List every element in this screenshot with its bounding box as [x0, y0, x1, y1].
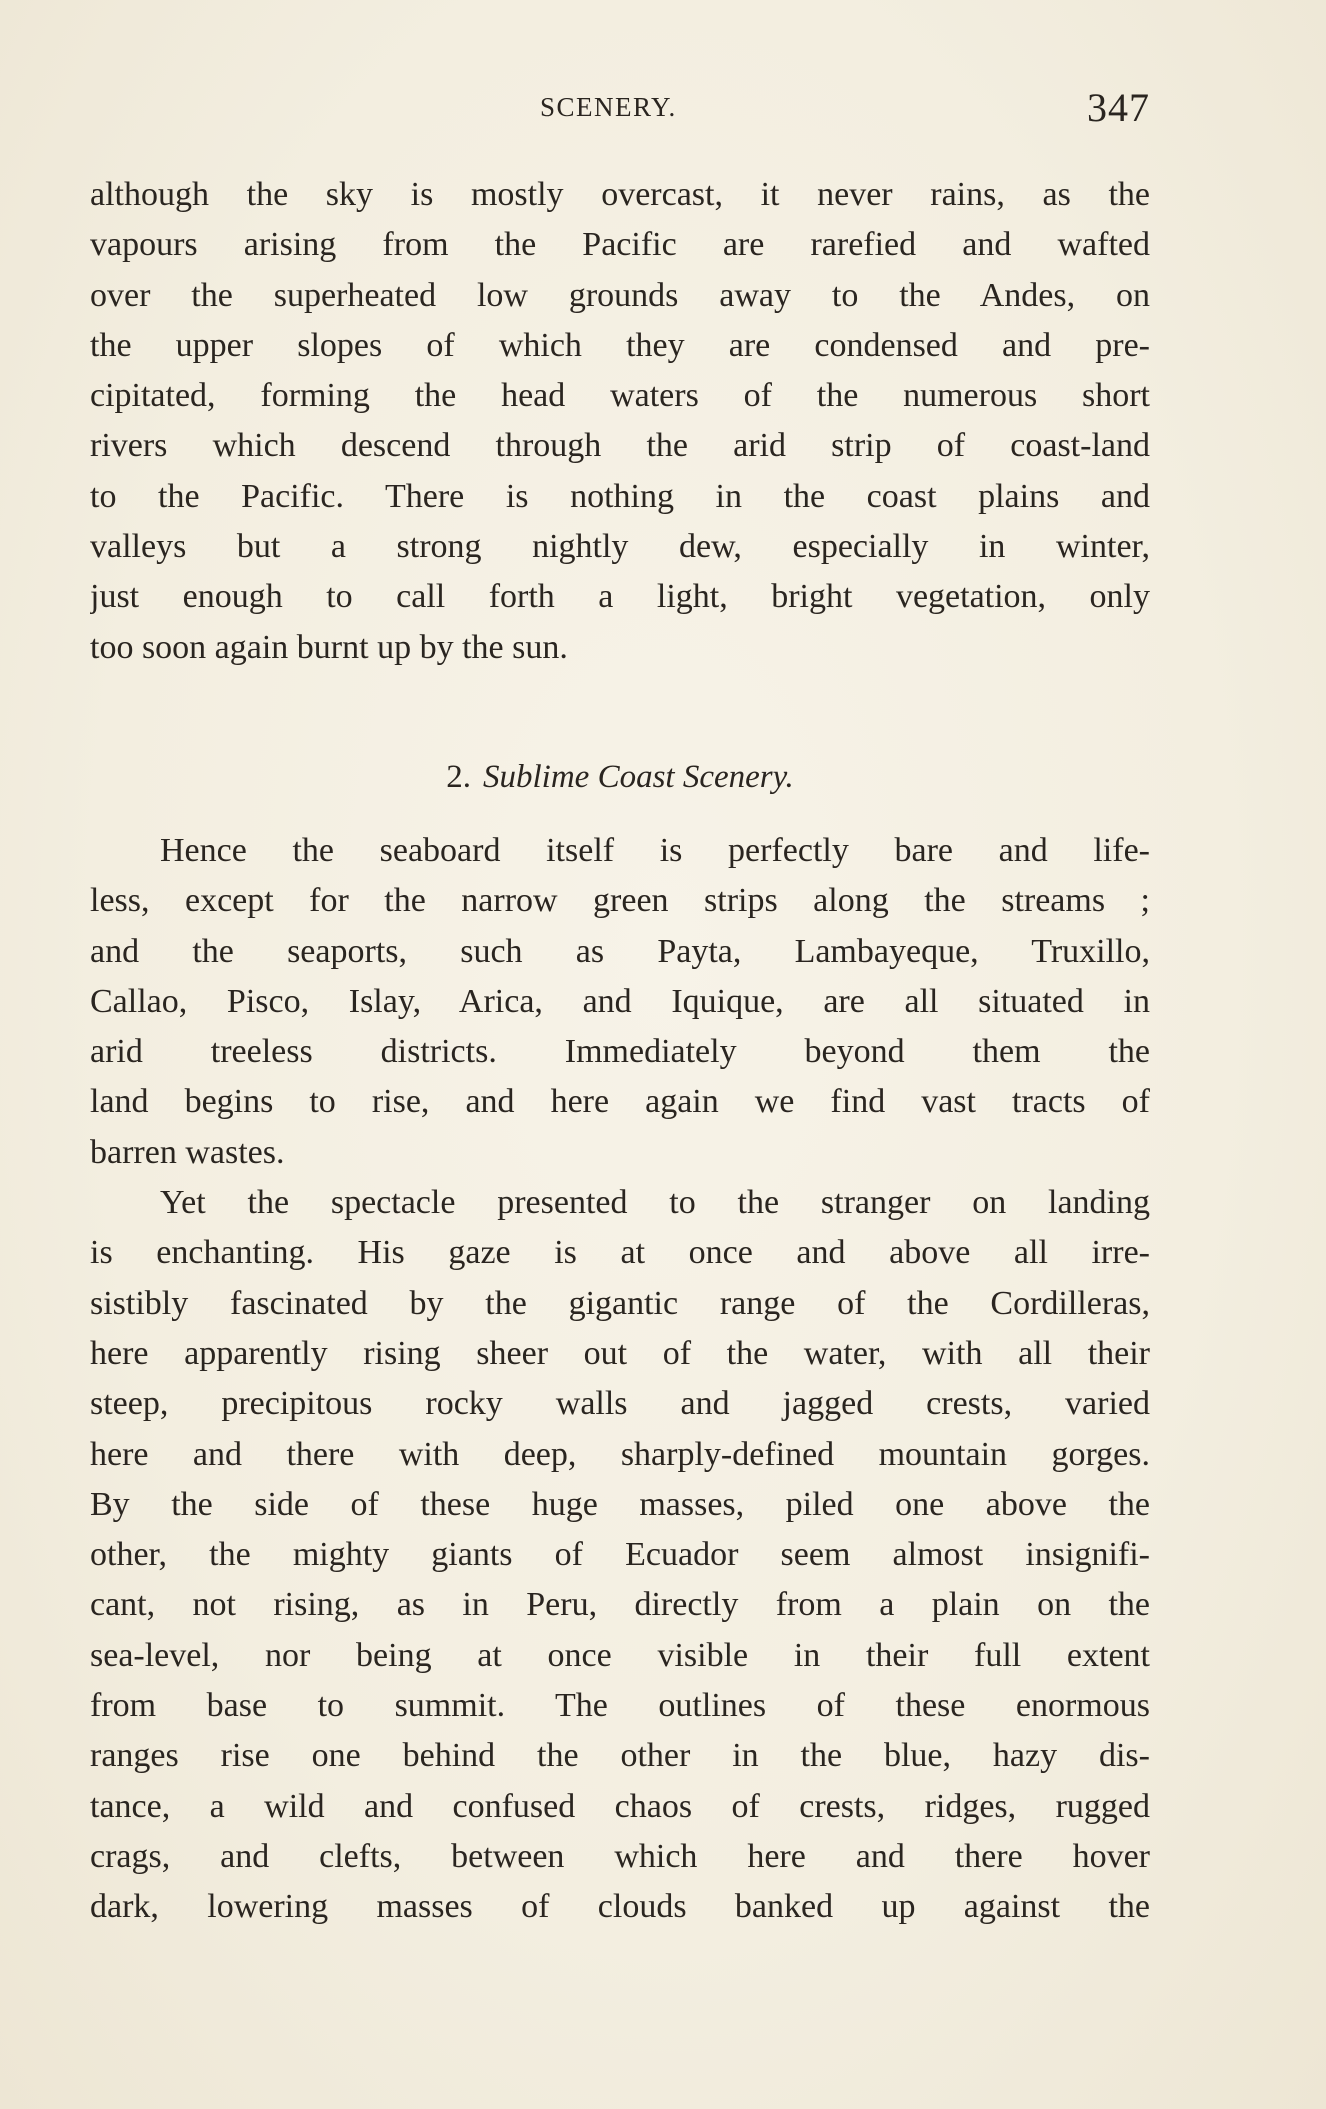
text-line: Callao, Pisco, Islay, Arica, and Iquique, are all situated in — [90, 982, 1150, 1020]
text-line: less, except for the narrow green strips along the streams ; — [90, 882, 1150, 920]
running-head: SCENERY. — [540, 92, 677, 122]
paragraph-1 — [90, 170, 1150, 673]
paragraph-2-3 — [90, 826, 1150, 1933]
text-line: By the side of these huge masses, piled one above the — [90, 1485, 1150, 1523]
text-line: vapours arising from the Pacific are rarefied and wafted — [90, 226, 1150, 264]
text-line: over the superheated low grounds away to the Andes, on — [90, 276, 1150, 314]
section-heading — [90, 752, 1150, 802]
text-line: from base to summit. The outlines of these enormous — [90, 1687, 1150, 1725]
text-line: too soon again burnt up by the sun. — [90, 628, 568, 666]
text-line: here apparently rising sheer out of the water, with all their — [90, 1334, 1150, 1372]
text-line: dark, lowering masses of clouds banked up against the — [90, 1888, 1150, 1926]
text-line: cant, not rising, as in Peru, directly from a plain on the — [90, 1586, 1150, 1624]
text-line: Yet the spectacle presented to the stranger on landing — [160, 1184, 1150, 1222]
page-header — [90, 84, 1150, 134]
text-line: other, the mighty giants of Ecuador seem almost insignifi- — [90, 1536, 1150, 1574]
text-line: barren wastes. — [90, 1133, 285, 1171]
text-line: the upper slopes of which they are condensed and pre- — [90, 326, 1150, 364]
text-line: just enough to call forth a light, bright vegetation, only — [90, 578, 1150, 616]
text-line: and the seaports, such as Payta, Lambayeque, Truxillo, — [90, 932, 1150, 970]
text-line: ranges rise one behind the other in the blue, hazy dis- — [90, 1737, 1150, 1775]
text-line: land begins to rise, and here again we find vast tracts of — [90, 1083, 1150, 1121]
text-line: to the Pacific. There is nothing in the coast plains and — [90, 477, 1150, 515]
text-line: although the sky is mostly overcast, it never rains, as the — [90, 176, 1150, 213]
text-line: rivers which descend through the arid strip of coast-land — [90, 427, 1150, 465]
text-line: steep, precipitous rocky walls and jagged crests, varied — [90, 1385, 1150, 1423]
text-line: valleys but a strong nightly dew, especially in winter, — [90, 528, 1150, 566]
text-line: here and there with deep, sharply-defined mountain gorges. — [90, 1435, 1150, 1473]
section-number: 2. — [446, 759, 472, 795]
text-line: Hence the seaboard itself is perfectly bare and life- — [160, 832, 1150, 869]
page-number: 347 — [1087, 85, 1150, 130]
section-title: Sublime Coast Scenery. — [483, 759, 794, 795]
text-line: tance, a wild and confused chaos of crests, ridges, rugged — [90, 1787, 1150, 1825]
text-line: arid treeless districts. Immediately beyond them the — [90, 1033, 1150, 1071]
text-line: cipitated, forming the head waters of the numerous short — [90, 377, 1150, 415]
text-line: sistibly fascinated by the gigantic range of the Cordilleras, — [90, 1284, 1150, 1322]
text-line: sea-level, nor being at once visible in their full extent — [90, 1636, 1150, 1674]
text-line: is enchanting. His gaze is at once and above all irre- — [90, 1234, 1150, 1272]
text-line: crags, and clefts, between which here and there hover — [90, 1837, 1150, 1875]
